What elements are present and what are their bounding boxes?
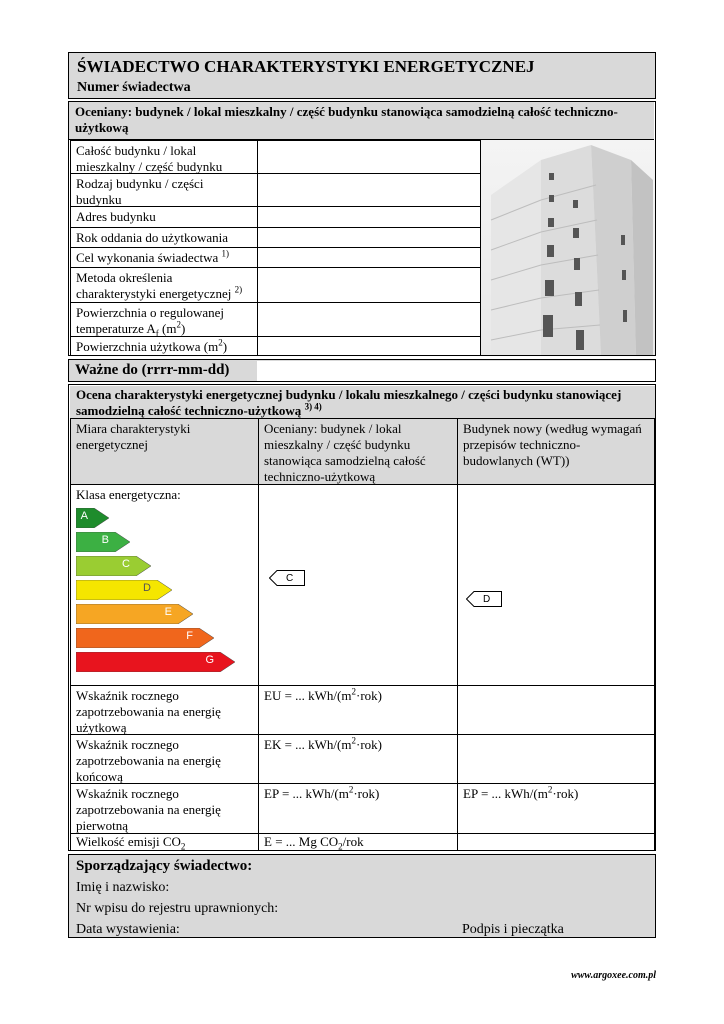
- row-label-building-type: Rodzaj budynku / części budynku: [70, 173, 258, 207]
- ep-value[interactable]: EP = ... kWh/$(m^2\cdot rok)$: [258, 783, 458, 834]
- row-label-whole-building: Całość budynku / lokal mieszkalny / część budynku: [70, 140, 258, 174]
- col-header-assessed: Oceniany: budynek / lokal mieszkalny / część budynku stanowiąca samodzielną całość techniczno-użytkową: [258, 418, 458, 485]
- footer-url: www.argoxee.com.pl: [571, 970, 656, 981]
- row-value-usable-area[interactable]: [257, 336, 481, 356]
- energy-class-bar-b: [76, 532, 131, 552]
- row-value-heated-area[interactable]: [257, 302, 481, 337]
- energy-class-bar-a: [76, 508, 110, 528]
- col-header-measure: Miara charakterystyki energetycznej: [70, 418, 259, 485]
- energy-class-bar-d: [76, 580, 173, 600]
- building-illustration: [481, 140, 655, 355]
- energy-class-letter: G: [205, 654, 214, 666]
- issuer-section: [68, 854, 656, 938]
- issuer-heading: Sporządzający świadectwo:: [76, 858, 253, 874]
- issuer-register[interactable]: Nr wpisu do rejestru uprawnionych:: [76, 901, 279, 916]
- valid-until: Ważne do (rrrr-mm-dd): [68, 359, 656, 382]
- energy-class-bar-g: [76, 652, 236, 672]
- co2-value[interactable]: E = ... Mg $CO_2$/rok: [258, 833, 458, 851]
- ep-wt-value[interactable]: EP = ... kWh/$(m^2\cdot rok)$: [457, 783, 655, 834]
- energy-class-letter: A: [80, 510, 88, 522]
- energy-class-bar-c: [76, 556, 152, 576]
- assessed-heading: Oceniany: budynek / lokal mieszkalny / część budynku stanowiąca samodzielną całość techniczno-użytkową: [69, 102, 654, 140]
- rating-heading: Ocena charakterystyki energetycznej budynku / lokalu mieszkalnego / części budynku stanowiącej samodzielną całość techniczno-użytkową $^{3) 4)}$: [70, 386, 655, 419]
- co2-label: Wielkość emisji $CO_2$: [70, 833, 259, 851]
- certificate-title: ŚWIADECTWO CHARAKTERYSTYKI ENERGETYCZNEJ: [77, 57, 535, 76]
- row-label-purpose: Cel wykonania świadectwa $^{1)}$: [70, 247, 258, 268]
- eu-value[interactable]: EU = ... kWh/$(m^2\cdot rok)$: [258, 685, 458, 735]
- row-value-building-type[interactable]: [257, 173, 481, 207]
- energy-class-letter: C: [122, 558, 130, 570]
- row-value-whole-building[interactable]: [257, 140, 481, 174]
- assessed-class-marker: C: [269, 570, 305, 590]
- eu-label: Wskaźnik rocznego zapotrzebowania na energię użytkową: [70, 685, 259, 735]
- row-value-address[interactable]: [257, 206, 481, 228]
- co2-wt-value[interactable]: [457, 833, 655, 851]
- row-label-method: Metoda określenia charakterystyki energetycznej $^{2)}$: [70, 267, 258, 303]
- energy-class-letter: D: [143, 582, 151, 594]
- energy-class-letter: F: [186, 630, 193, 642]
- col-header-wt: Budynek nowy (według wymagań przepisów techniczno-budowlanych (WT)): [457, 418, 655, 485]
- wt-class-cell: [457, 484, 655, 686]
- energy-class-cell: Klasa energetyczna:: [70, 484, 259, 686]
- energy-class-bar-f: [76, 628, 215, 648]
- issuer-name[interactable]: Imię i nazwisko:: [76, 880, 170, 895]
- issuer-signature[interactable]: Podpis i pieczątka: [462, 922, 564, 937]
- certificate-header: [68, 52, 656, 99]
- row-value-year[interactable]: [257, 227, 481, 248]
- energy-class-letter: E: [164, 606, 172, 618]
- issuer-date[interactable]: Data wystawienia:: [76, 922, 180, 937]
- building-photo: [481, 140, 655, 355]
- ek-label: Wskaźnik rocznego zapotrzebowania na energię końcową: [70, 734, 259, 784]
- row-value-purpose[interactable]: [257, 247, 481, 268]
- row-label-usable-area: Powierzchnia użytkowa $(m^2)$: [70, 336, 258, 356]
- row-label-heated-area: Powierzchnia o regulowanej temperaturze $A_f$ $(m^2)$: [70, 302, 258, 337]
- eu-wt-value[interactable]: [457, 685, 655, 735]
- wt-class-marker: D: [466, 591, 502, 611]
- energy-class-letter: B: [101, 534, 109, 546]
- ek-wt-value[interactable]: [457, 734, 655, 784]
- certificate-number-label: Numer świadectwa: [77, 80, 191, 95]
- ek-value[interactable]: EK = ... kWh/$(m^2\cdot rok)$: [258, 734, 458, 784]
- energy-class-bar-e: [76, 604, 194, 624]
- row-label-address: Adres budynku: [70, 206, 258, 228]
- valid-until-value[interactable]: [257, 361, 655, 381]
- assessed-class-cell: [258, 484, 458, 686]
- row-label-year: Rok oddania do użytkowania: [70, 227, 258, 248]
- energy-class-scale: [76, 508, 256, 684]
- ep-label: Wskaźnik rocznego zapotrzebowania na energię pierwotną: [70, 783, 259, 834]
- row-value-method[interactable]: [257, 267, 481, 303]
